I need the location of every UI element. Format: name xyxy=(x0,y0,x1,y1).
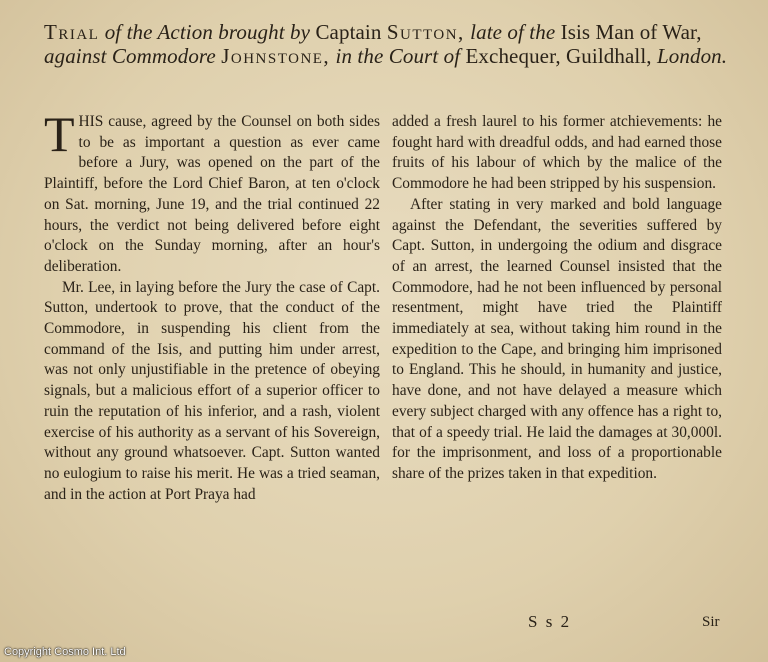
catchword: Sir xyxy=(702,614,720,630)
paragraph-1-text: HIS cause, agreed by the Counsel on both sides to be as important a question as ever came before a Jury, was opened on the part of the Plaintiff, before the Lord Chief Baron, at ten o'clock on Sat. morning, June 19, and the trial continued 22 hours, the verdict not being delivered before eight o'clock on the Sunday morning, after an hour's deliberation. xyxy=(44,113,380,275)
article-paragraph-1 xyxy=(44,106,380,278)
article-column-left xyxy=(44,106,380,505)
title-london: London. xyxy=(656,44,728,68)
article-paragraph-2-continued: added a fresh laurel to his former atchievements: he fought hard with dreadful odds, and had earned those fruits of his labour of which by the malice of the Commodore he had been stripped by his suspension. xyxy=(392,113,722,193)
signature-mark: S s 2 xyxy=(528,612,572,631)
title-of-the-action: of the Action brought by xyxy=(104,20,311,44)
title-sutton: Sutton, xyxy=(386,20,465,44)
title-captain: Captain xyxy=(315,20,382,44)
drop-cap: T xyxy=(44,106,75,162)
title-late-of-the: late of the xyxy=(470,20,556,44)
title-against-commodore: against Commodore xyxy=(44,44,216,68)
title-johnstone: Johnstone, xyxy=(221,44,331,68)
title-isis-man-of-war: Isis Man of War, xyxy=(560,20,702,44)
copyright-watermark: Copyright Cosmo Int. Ltd xyxy=(4,646,126,658)
article-paragraph-3: After stating in very marked and bold language against the Defendant, the severities suffered by Capt. Sutton, in undergoing the odium and disgrace of an arrest, the learned Counsel insisted that the Commodore, had he not been influenced by personal resentment, might have tried the Plaintiff immediately at sea, without taking him round in the expedition to the Cape, and bringing him imprisoned to England. This he should, in humanity and justice, have done, and not have delayed a measure which every subject charged with any offence has a right to, that of a speedy trial. He laid the damages at 30,000l. for the imprisonment, and loss of a proportionable share of the prizes taken in that expedition. xyxy=(392,195,722,482)
title-exchequer-guildhall: Exchequer, Guildhall, xyxy=(465,44,652,68)
article-title xyxy=(44,20,744,68)
title-trial: Trial xyxy=(44,20,100,44)
article-paragraph-2: Mr. Lee, in laying before the Jury the case of Capt. Sutton, undertook to prove, that the conduct of the Commodore, in suspending his client from the command of the Isis, and putting him under arrest, was not only unjustifiable in the pretence of obeying signals, but a malicious effort of a superior officer to ruin the reputation of his inferior, and a rash, violent exercise of his authority as a servant of his Sovereign, without any ground whatsoever. Capt. Sutton wanted no eulogium to raise his merit. He was a tried seaman, and in the action at Port Praya had xyxy=(44,278,380,503)
article-column-right xyxy=(392,112,722,485)
title-in-the-court-of: in the Court of xyxy=(335,44,461,68)
